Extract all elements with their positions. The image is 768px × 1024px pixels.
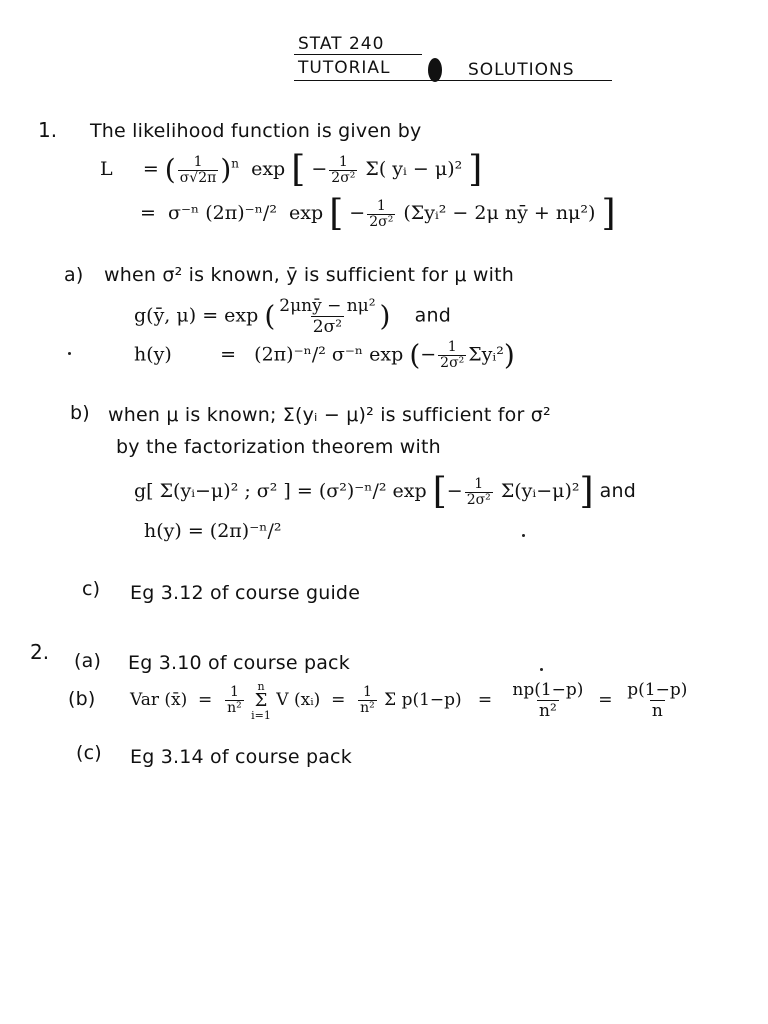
frac-den: n² (227, 700, 242, 716)
q1-number: 1. (38, 118, 58, 142)
sum-term: (Σyᵢ² − 2μ nȳ + nμ²) (403, 202, 596, 224)
paren-open: ( (264, 299, 276, 333)
stray-dot (540, 668, 543, 671)
q1c-label: c) (82, 578, 101, 600)
frac-den: n² (360, 700, 375, 716)
frac-num: 2μnȳ − nμ² (279, 296, 376, 316)
q1b-label: b) (70, 402, 90, 424)
paren-close: ) (379, 299, 391, 333)
frac-num: 1 (229, 684, 239, 700)
q1a-h-frac (438, 340, 466, 371)
exp-text: exp (289, 202, 324, 224)
header-course-underline (294, 54, 422, 55)
q1-likelihood-eq2: = σ⁻ⁿ (2π)⁻ⁿ/² exp [ − $\frac{1}{\text{2σ²}}$ (Σyᵢ² − 2μ nȳ + nμ²) ] (140, 193, 616, 234)
frac-num: np(1−p) (512, 680, 584, 700)
equals-sign: = (220, 343, 237, 366)
q2b-frac3 (510, 680, 585, 721)
bracket-open: [ (291, 149, 306, 190)
frac-den: n (651, 701, 663, 721)
and-word: and (599, 480, 636, 502)
q2c-text: Eg 3.14 of course pack (130, 746, 352, 768)
sum-symbol (251, 681, 271, 721)
q1b-h-eq: h(y) = (2π)⁻ⁿ/² (144, 520, 282, 542)
lhs: h(y) (134, 343, 172, 366)
equals-sign: = (140, 202, 156, 224)
header-ink-blot (428, 58, 442, 82)
equals-sign: = (477, 690, 493, 710)
q1-inner-frac (329, 155, 357, 186)
q1b-frac (465, 477, 493, 508)
q1a-frac (277, 296, 377, 337)
q2b-frac1 (225, 685, 244, 716)
stray-dot (68, 352, 71, 355)
frac-den: 2σ² (369, 213, 394, 230)
q2b-label: (b) (68, 688, 96, 710)
q1b-text2: by the factorization theorem with (116, 436, 441, 458)
term: (2π)⁻ⁿ/² σ⁻ⁿ exp (254, 343, 404, 366)
frac-num: 1 (338, 153, 348, 170)
bracket-close: ] (601, 193, 616, 234)
frac-num: 1 (447, 339, 457, 355)
frac-den: 2σ² (331, 169, 356, 186)
sum-term: Σ(yᵢ−μ)² (500, 480, 580, 502)
q1-intro: The likelihood function is given by (90, 120, 422, 142)
header-course: STAT 240 (298, 34, 385, 54)
equals-sign: = (331, 690, 346, 710)
frac-den: 2σ² (312, 317, 343, 337)
stray-dot (522, 534, 525, 537)
and-word: and (414, 304, 452, 327)
header-solutions: SOLUTIONS (468, 60, 575, 80)
frac-den: σ√2π (179, 169, 217, 186)
frac-num: p(1−p) (627, 680, 688, 700)
frac-num: 1 (362, 684, 372, 700)
q1a-label: a) (64, 264, 84, 286)
q1-inner-frac2 (367, 199, 395, 230)
equals-sign: = (598, 690, 613, 710)
q2b-variance-eq (130, 680, 691, 721)
lhs: g[ Σ(yᵢ−μ)² ; σ² ] = (σ²)⁻ⁿ/² exp (134, 480, 427, 502)
bracket-open: [ (432, 471, 447, 512)
equals-sign: = (198, 690, 213, 710)
bracket-close: ] (468, 149, 483, 190)
q1c-text: Eg 3.12 of course guide (130, 582, 361, 604)
q1b-text1: when μ is known; Σ(yᵢ − μ)² is sufficient for σ² (108, 404, 551, 426)
q1a-h-eq: h(y) = (2π)⁻ⁿ/² σ⁻ⁿ exp (− $\frac{1}{\text{2σ²}}$ Σyᵢ²) (134, 338, 515, 372)
q2c-label: (c) (76, 742, 102, 764)
power: n (231, 156, 239, 171)
frac-den: 2σ² (466, 491, 491, 508)
header-tutorial: TUTORIAL (298, 58, 391, 78)
q2b-frac4 (625, 680, 689, 721)
q1-frac (178, 155, 219, 186)
sum-term: Σ( yᵢ − μ)² (365, 158, 463, 180)
q1-likelihood-eq1: L = ( $\frac{1}{\sigma√2\pi}$ )$^n$ exp [ − $\frac{1}{\text{2σ²}}$ Σ( yᵢ − μ)² ] (100, 149, 483, 190)
sum-term: V (xᵢ) (276, 690, 321, 710)
sum-term: Σ p(1−p) (384, 690, 462, 710)
q1-L: L (100, 158, 113, 180)
lhs: g(ȳ, μ) = exp (134, 304, 259, 327)
q2a-text: Eg 3.10 of course pack (128, 652, 350, 674)
paren-close: ) (220, 153, 232, 186)
q1a-g-eq (134, 296, 451, 337)
sum-term: Σyᵢ² (468, 343, 504, 366)
term: σ⁻ⁿ (2π)⁻ⁿ/² (168, 202, 277, 224)
var-term: Var (x̄) (130, 690, 188, 710)
paren-open: ( (409, 338, 421, 372)
q2a-label: (a) (74, 650, 102, 672)
paren-open: ( (164, 153, 176, 186)
paren-close: ) (503, 338, 515, 372)
q2-number: 2. (30, 640, 50, 664)
sum-lower: i=1 (251, 708, 271, 722)
q2b-frac2 (358, 685, 377, 716)
frac-den: 2σ² (440, 355, 465, 371)
header-underline (294, 80, 612, 81)
frac-num: 1 (193, 153, 203, 170)
equals-sign: = (142, 158, 159, 180)
frac-num: 1 (376, 197, 386, 214)
frac-num: 1 (474, 475, 484, 492)
bracket-close: ] (579, 471, 594, 512)
frac-den: n² (539, 701, 557, 721)
sum-upper: n (257, 679, 265, 693)
sigma: Σ (254, 689, 268, 711)
q1a-text: when σ² is known, ȳ is sufficient for μ with (104, 264, 515, 286)
bracket-open: [ (329, 193, 344, 234)
exp-text: exp (251, 158, 286, 180)
q1b-g-eq: g[ Σ(yᵢ−μ)² ; σ² ] = (σ²)⁻ⁿ/² exp [− $\frac{1}{\text{2σ²}}$ Σ(yᵢ−μ)²] and (134, 471, 636, 512)
